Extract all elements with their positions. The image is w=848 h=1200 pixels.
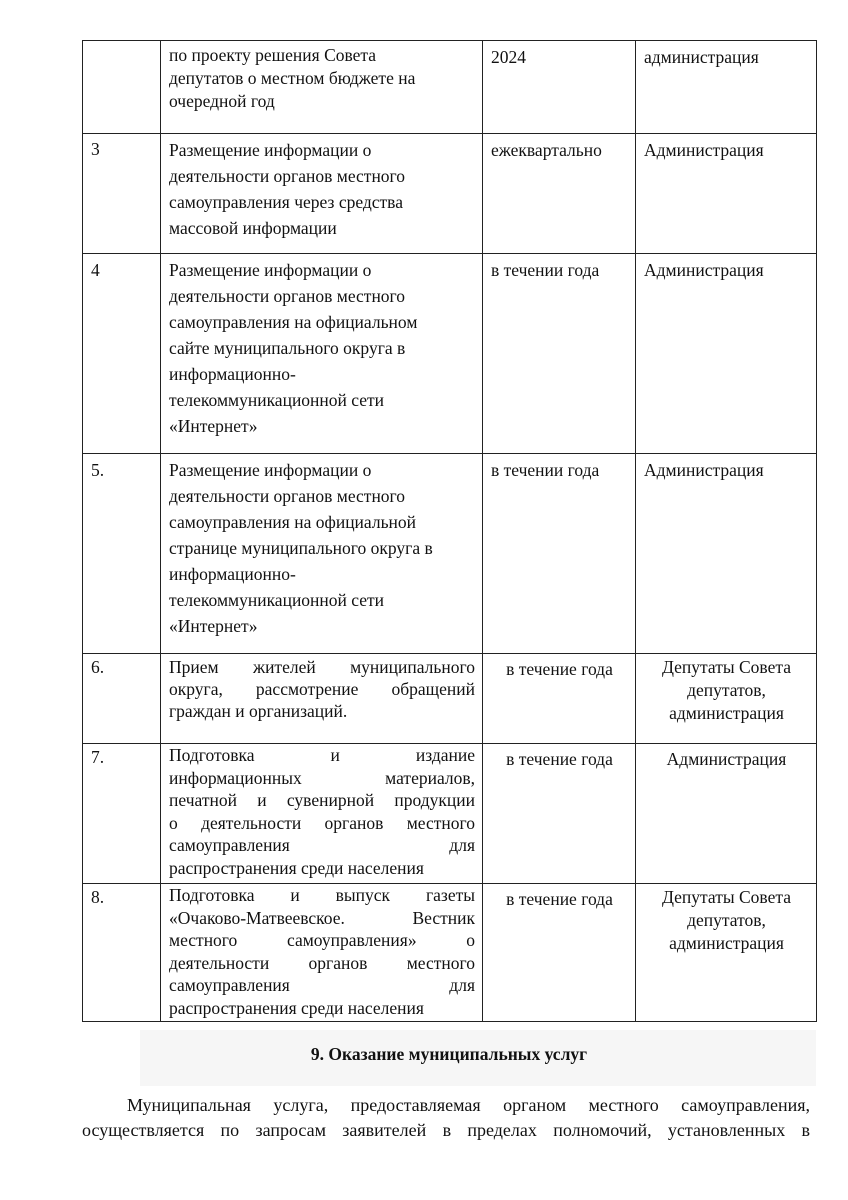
table-row — [83, 454, 817, 654]
row-term: в течении года — [483, 254, 636, 454]
row-activity: Подготовка и выпуск газеты «Очаково-Матвеевское. Вестник местного самоуправления» о деятельности органов местного самоуправления для распространения среди населения — [161, 884, 483, 1022]
row-activity: Размещение информации о деятельности органов местного самоуправления на официальной странице муниципального округа в информационно- телекоммуникационной сети «Интернет» — [161, 454, 483, 654]
body-paragraph — [82, 1093, 810, 1143]
table-row — [83, 41, 817, 134]
plan-table — [82, 40, 817, 1022]
paragraph-line: осуществляется по запросам заявителей в пределах полномочий, установленных в — [82, 1120, 810, 1140]
row-activity: по проекту решения Совета депутатов о местном бюджете на очередной год — [161, 41, 483, 134]
table-row — [83, 654, 817, 744]
row-responsible: Депутаты Совета депутатов, администрация — [636, 884, 817, 1022]
row-responsible: Администрация — [636, 744, 817, 884]
row-activity: Размещение информации о деятельности органов местного самоуправления через средства массовой информации — [161, 134, 483, 254]
table-row — [83, 134, 817, 254]
row-term: в течение года — [483, 884, 636, 1022]
section-title: 9. Оказание муниципальных услуг — [310, 1044, 588, 1064]
row-number: 4 — [83, 254, 161, 454]
row-responsible: администрация — [636, 41, 817, 134]
row-term: в течение года — [483, 654, 636, 744]
row-term: в течение года — [483, 744, 636, 884]
row-responsible: Администрация — [636, 254, 817, 454]
row-responsible: Администрация — [636, 454, 817, 654]
row-number — [83, 41, 161, 134]
paragraph-line: Муниципальная услуга, предоставляемая органом местного самоуправления, — [127, 1095, 810, 1115]
row-number: 5. — [83, 454, 161, 654]
table-row — [83, 254, 817, 454]
row-activity: Подготовка и издание информационных материалов, печатной и сувенирной продукции о деятельности органов местного самоуправления для распространения среди населения — [161, 744, 483, 884]
row-term: 2024 — [483, 41, 636, 134]
row-number: 6. — [83, 654, 161, 744]
row-term: ежеквартально — [483, 134, 636, 254]
row-term: в течении года — [483, 454, 636, 654]
row-responsible: Депутаты Совета депутатов, администрация — [636, 654, 817, 744]
table-row — [83, 884, 817, 1022]
row-responsible: Администрация — [636, 134, 817, 254]
row-number: 3 — [83, 134, 161, 254]
row-activity: Прием жителей муниципального округа, рассмотрение обращений граждан и организаций. — [161, 654, 483, 744]
row-number: 7. — [83, 744, 161, 884]
row-number: 8. — [83, 884, 161, 1022]
table-row — [83, 744, 817, 884]
row-activity: Размещение информации о деятельности органов местного самоуправления на официальном сайте муниципального округа в информационно- телекоммуникационной сети «Интернет» — [161, 254, 483, 454]
